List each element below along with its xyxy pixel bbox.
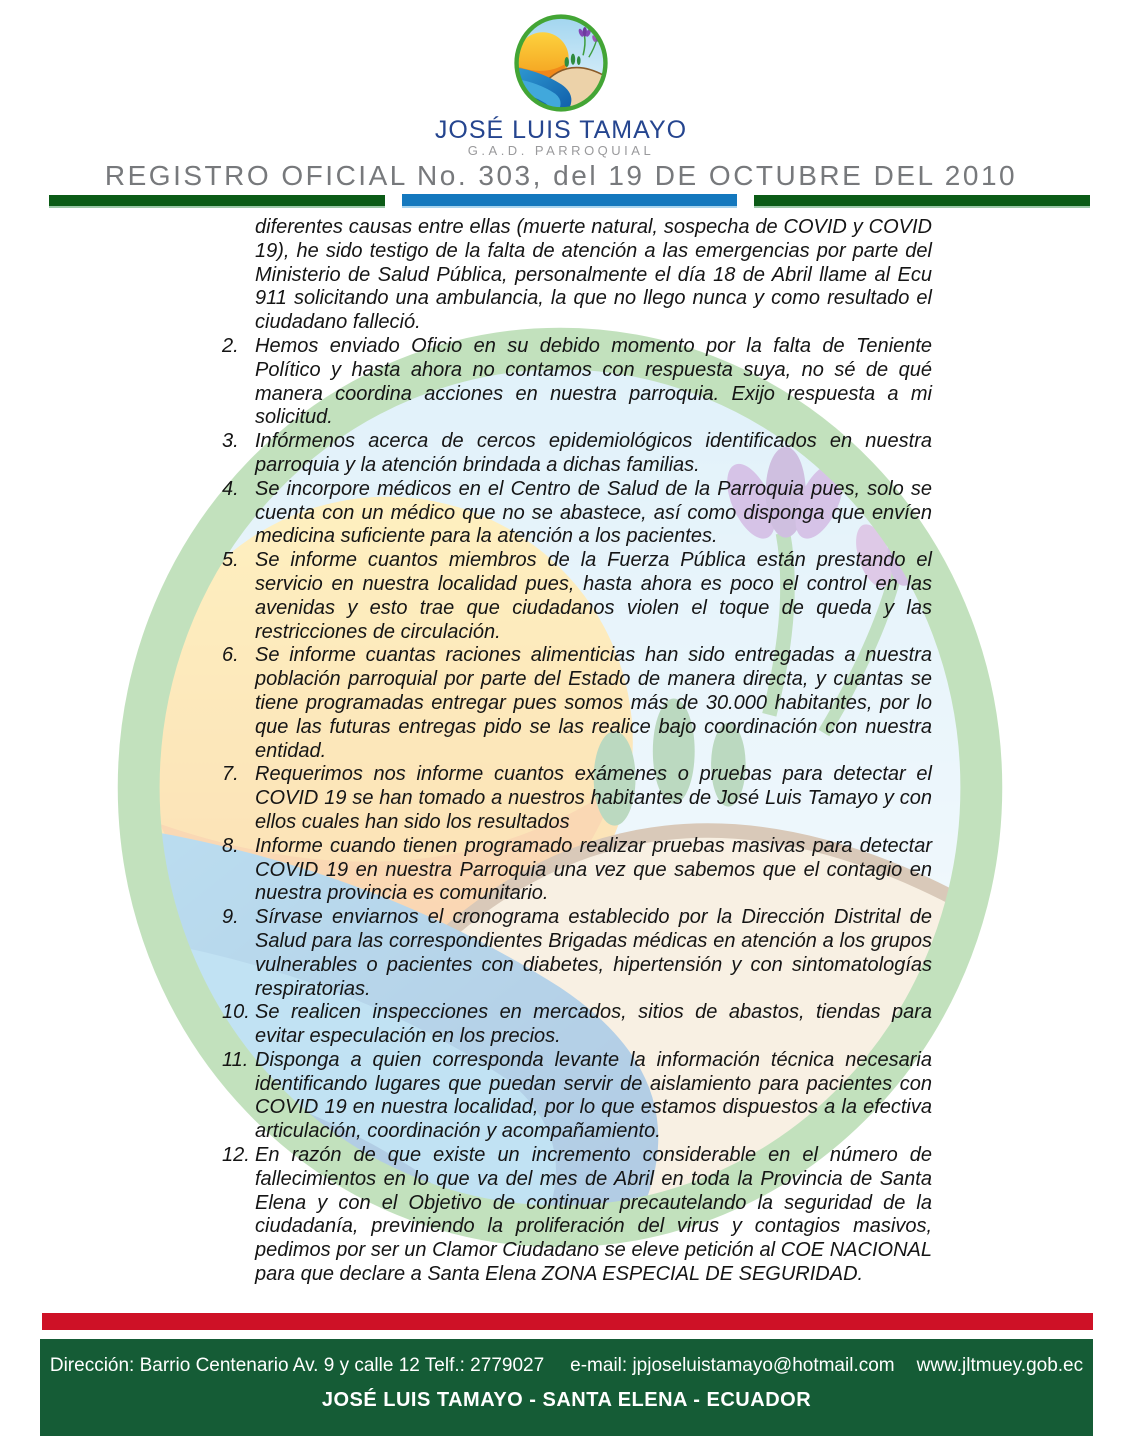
footer-green-band: [40, 1339, 1093, 1436]
list-item: [222, 1001, 932, 1049]
item-text: Sírvase enviarnos el cronograma establecido por la Dirección Distrital de Salud para las correspondientes Brigadas médicas en atención a los grupos vulnerables o pacientes con diabetes, hipertensión y con sintomatologías respiratorias.: [255, 906, 932, 1000]
item-number: 5.: [222, 549, 239, 572]
item-number: 9.: [222, 906, 239, 929]
item-number: 8.: [222, 834, 239, 857]
footer-address-phone: Dirección: Barrio Centenario Av. 9 y calle 12 Telf.: 2779027: [49, 1355, 545, 1376]
list-item: [222, 1049, 932, 1144]
item-number: 2.: [222, 334, 239, 357]
org-subtitle: G.A.D. PARROQUIAL: [467, 143, 655, 158]
item-number: 11.: [222, 1048, 249, 1071]
item-text: Disponga a quien corresponda levante la información técnica necesaria identificando lugares que puedan servir de aislamiento para pacientes con COVID 19 en nuestra localidad, por lo que estamos dispuestos a la efectiva articulación, coordinación y acompañamiento.: [255, 1048, 932, 1143]
item-number: 10.: [222, 1001, 250, 1024]
list-item: [222, 1144, 932, 1287]
item-number: 4.: [222, 477, 239, 500]
divider-green-left: [49, 195, 385, 208]
divider-green-right: [754, 195, 1090, 208]
footer-contact-line: [40, 1339, 1093, 1377]
item-text: Infórmenos acerca de cercos epidemiológicos identificados en nuestra parroquia y la atención brindada a dichas familias.: [255, 430, 932, 476]
document-header: [0, 13, 1122, 208]
footer-location-line: JOSÉ LUIS TAMAYO - SANTA ELENA - ECUADOR: [321, 1389, 812, 1411]
item-text: Informe cuando tienen programado realizar pruebas masivas para detectar COVID 19 en nuestra Parroquia una vez que sabemos que el contagio en nuestra provincia es comunitario.: [255, 834, 932, 905]
list-item: [222, 763, 932, 834]
divider-gap: [385, 194, 402, 208]
item-number: 6.: [222, 644, 239, 667]
item-text: En razón de que existe un incremento considerable en el número de fallecimientos en lo que va del mes de Abril en toda la Provincia de Santa Elena y con el Objetivo de continuar precautelando la seguridad de la ciudadanía, previniendo la proliferación del virus y contagios masivos, pedimos por ser un Clamor Ciudadano se eleve petición al COE NACIONAL para que declare a Santa Elena ZONA ESPECIAL DE SEGURIDAD.: [255, 1144, 932, 1286]
list-item: [222, 906, 932, 1001]
item-number: 12.: [222, 1144, 250, 1167]
footer-email: e-mail: jpjoseluistamayo@hotmail.com: [570, 1355, 895, 1376]
item-text: Hemos enviado Oficio en su debido momento por la falta de Teniente Político y hasta ahora no contamos con respuesta suya, no sé de qué manera coordina acciones en nuestra parroquia. Exijo respuesta a mi solicitud.: [255, 334, 932, 429]
red-divider-bar: [42, 1313, 1093, 1330]
divider-gap: [737, 194, 754, 208]
numbered-list: [222, 335, 932, 1287]
document-body: [222, 216, 932, 1287]
list-item: [222, 335, 932, 430]
item-text: Se realicen inspecciones en mercados, sitios de abastos, tiendas para evitar especulación en los precios.: [255, 1001, 932, 1048]
parish-logo: [513, 13, 609, 113]
list-item: [222, 549, 932, 644]
list-item: [222, 430, 932, 478]
item-text: Se informe cuantos miembros de la Fuerza Pública están prestando el servicio en nuestra localidad pues, hasta ahora es poco el control en las avenidas y esto trae que ciudadanos violen el toque de queda y las restricciones de circulación.: [255, 549, 932, 643]
document-footer: [0, 1313, 1122, 1436]
tricolor-divider: [49, 194, 1090, 208]
divider-blue-center: [402, 194, 738, 208]
item-number: 7.: [222, 763, 239, 786]
org-name: JOSÉ LUIS TAMAYO: [434, 116, 688, 144]
item-number: 3.: [222, 430, 239, 453]
registro-oficial-line: REGISTRO OFICIAL No. 303, del 19 DE OCTUBRE DEL 2010: [104, 160, 1018, 191]
item-text: Requerimos nos informe cuantos exámenes o pruebas para detectar el COVID 19 se han tomado a nuestros habitantes de José Luis Tamayo y con ellos cuales han sido los resultados: [255, 763, 932, 833]
list-item: [222, 478, 932, 549]
list-item: [222, 835, 932, 906]
list-item: [222, 644, 932, 763]
footer-website: www.jltmuey.gob.ec: [916, 1355, 1084, 1376]
item-text: Se informe cuantas raciones alimenticias han sido entregadas a nuestra población parroquial por parte del Estado de manera directa, y cuantas se tiene programadas entregar pues somos más de 30.000 habitantes, por lo que las futuras entregas pido se las realice bajo coordinación con nuestra entidad.: [255, 644, 932, 762]
item-text: Se incorpore médicos en el Centro de Salud de la Parroquia pues, solo se cuenta con un médico que no se abastece, así como disponga que envíen medicina suficiente para la atención a los pacientes.: [255, 477, 932, 548]
paragraph-continuation: diferentes causas entre ellas (muerte natural, sospecha de COVID y COVID 19), he sido testigo de la falta de atención a las emergencias por parte del Ministerio de Salud Pública, personalmente el día 18 de Abril llame al Ecu 911 solicitando una ambulancia, la que no llego nunca y como resultado el ciudadano falleció.: [255, 216, 932, 334]
